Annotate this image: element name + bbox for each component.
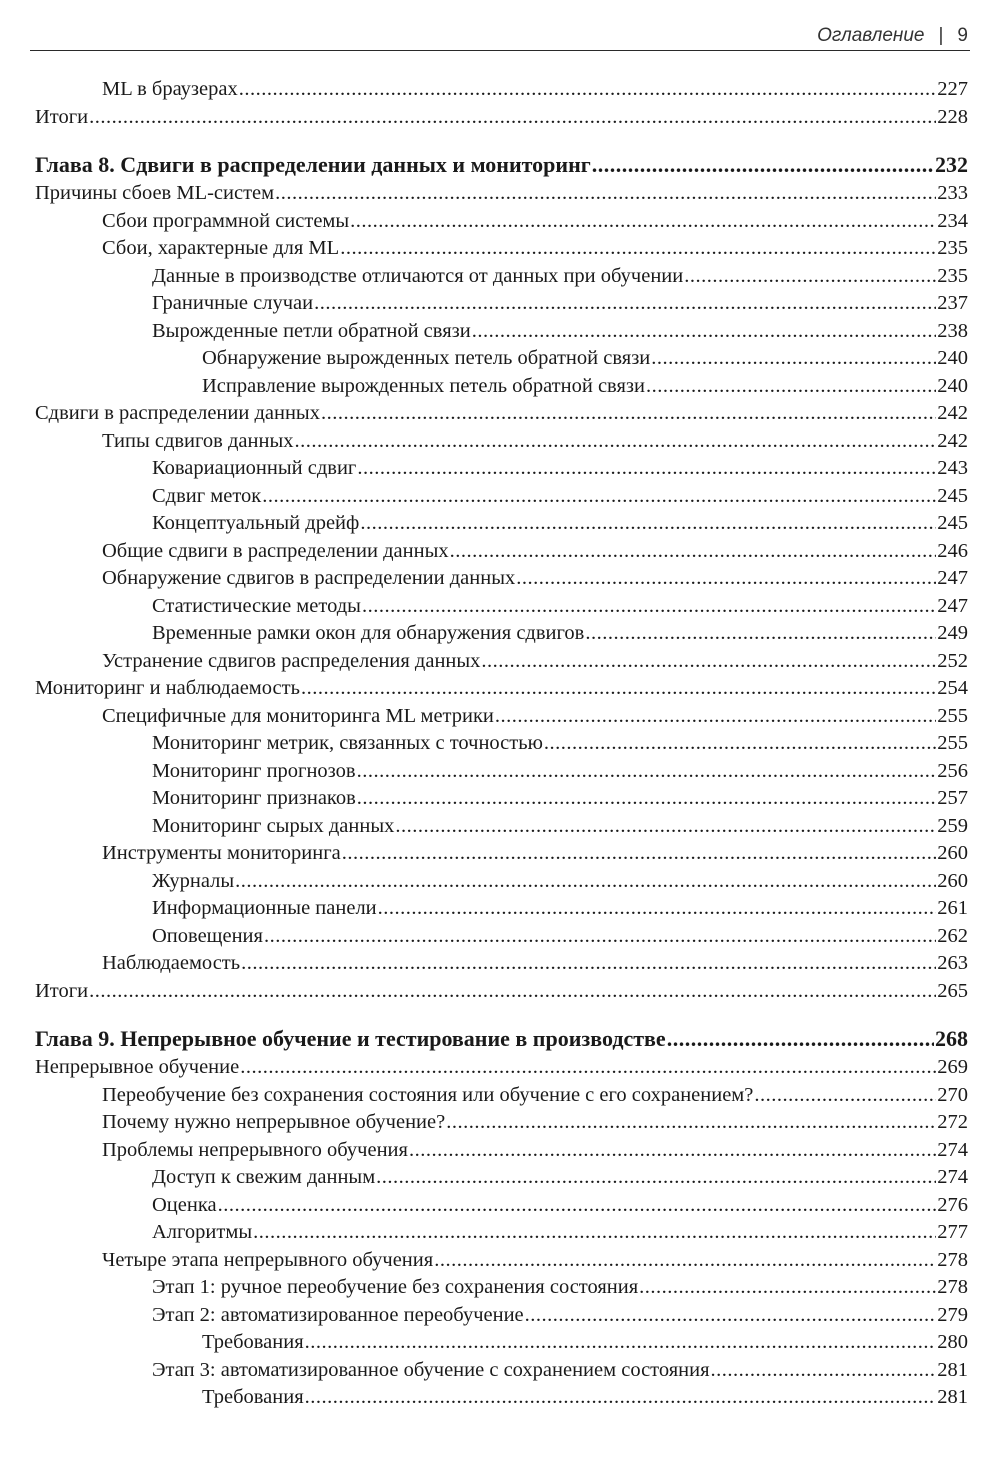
dot-leader [646, 373, 936, 401]
dot-leader [544, 730, 936, 758]
dot-leader [360, 510, 936, 538]
toc-entry-page: 269 [937, 1056, 968, 1078]
toc-entry-page: 278 [937, 1248, 968, 1271]
toc-entry-title: Устранение сдвигов распределения данных [102, 649, 481, 672]
toc-entry-title: Мониторинг сырых данных [152, 814, 395, 837]
toc-entry-page: 247 [937, 594, 968, 617]
toc-entry [35, 813, 968, 841]
toc-entry-page: 261 [937, 897, 968, 919]
toc-entry-page: 252 [937, 649, 968, 672]
toc-entry [35, 950, 968, 978]
toc-entry [35, 1219, 968, 1247]
dot-leader [592, 150, 934, 180]
toc-entry [35, 1082, 968, 1110]
toc-entry-title: Глава 8. Сдвиги в распределении данных и мониторинг [35, 152, 591, 177]
toc-entry [35, 840, 968, 868]
dot-leader [275, 180, 936, 208]
toc-entry-title: Оповещения [152, 924, 263, 947]
toc-entry-title: Почему нужно непрерывное обучение? [102, 1111, 446, 1133]
toc-entry-page: 242 [937, 402, 968, 424]
toc-entry-page: 276 [937, 1193, 968, 1216]
dot-leader [495, 703, 936, 731]
toc-entry [35, 895, 968, 923]
dot-leader [321, 400, 936, 428]
toc-entry-page: 245 [937, 512, 968, 534]
toc-entry-title: Ковариационный сдвиг [152, 457, 357, 479]
toc-chapter-entry [35, 150, 968, 180]
dot-leader [357, 758, 937, 786]
toc-entry-title: Алгоритмы [152, 1221, 253, 1243]
dot-leader [409, 1137, 936, 1165]
toc-entry [35, 1192, 968, 1220]
toc-entry-page: 228 [937, 105, 968, 128]
dot-leader [395, 813, 936, 841]
running-head-title: Оглавление [817, 25, 925, 46]
toc-entry [35, 428, 968, 456]
toc-entry [35, 318, 968, 346]
toc-entry-page: 235 [937, 237, 968, 259]
toc-entry-page: 260 [937, 869, 968, 892]
toc-entry-title: Статистические методы [152, 594, 361, 617]
toc-entry-title: Четыре этапа непрерывного обучения [102, 1248, 434, 1271]
dot-leader [240, 1054, 936, 1082]
toc-entry-title: Инструменты мониторинга [102, 842, 341, 864]
toc-entry [35, 1054, 968, 1082]
toc-entry-page: 259 [937, 814, 968, 837]
toc-entry [35, 263, 968, 291]
toc-entry-title: Исправление вырожденных петель обратной связи [202, 374, 645, 397]
toc-entry [35, 1137, 968, 1165]
dot-leader [667, 1024, 934, 1054]
toc-entry-page: 257 [937, 787, 968, 809]
toc-entry-title: Мониторинг метрик, связанных с точностью [152, 732, 543, 754]
toc-entry-title: Этап 3: автоматизированное обучение с сохранением состояния [152, 1358, 710, 1381]
dot-leader [241, 950, 936, 978]
toc-entry [35, 455, 968, 483]
toc-entry-title: Мониторинг прогнозов [152, 759, 356, 782]
dot-leader [472, 318, 937, 346]
dot-leader [585, 620, 936, 648]
toc-entry [35, 978, 968, 1006]
toc-entry-title: Специфичные для мониторинга ML метрики [102, 704, 494, 727]
toc-entry-page: 281 [937, 1358, 968, 1381]
toc-entry-title: Непрерывное обучение [35, 1056, 240, 1078]
dot-leader [357, 455, 936, 483]
toc-entry-title: Вырожденные петли обратной связи [152, 319, 471, 342]
toc-entry-title: Данные в производстве отличаются от данных при обучении [152, 264, 684, 287]
toc-entry-title: Итоги [35, 979, 89, 1002]
toc-entry-page: 265 [937, 979, 968, 1002]
toc-entry [35, 235, 968, 263]
toc-entry-page: 232 [935, 152, 968, 177]
toc-entry-title: Обнаружение сдвигов в распределении данных [102, 567, 516, 589]
toc-entry [35, 1384, 968, 1412]
toc-entry-title: Проблемы непрерывного обучения [102, 1138, 408, 1161]
dot-leader [262, 483, 936, 511]
toc-entry [35, 208, 968, 236]
toc-entry [35, 1357, 968, 1385]
toc-entry-page: 235 [937, 264, 968, 287]
toc-entry [35, 703, 968, 731]
dot-leader [378, 895, 937, 923]
toc-entry-title: Сбои программной системы [102, 209, 350, 232]
dot-leader [305, 1329, 937, 1357]
toc-entry-page: 237 [937, 292, 968, 314]
toc-entry [35, 620, 968, 648]
toc-entry-page: 234 [937, 209, 968, 232]
dot-leader [446, 1109, 936, 1137]
dot-leader [350, 208, 936, 236]
toc-entry-page: 255 [937, 704, 968, 727]
toc-entry [35, 373, 968, 401]
toc-entry-page: 280 [937, 1331, 968, 1353]
toc-entry [35, 868, 968, 896]
toc-entry-title: Сбои, характерные для ML [102, 237, 340, 259]
toc-entry-title: Информационные панели [152, 897, 377, 919]
running-head-separator: | [938, 25, 944, 46]
toc-entry-page: 238 [937, 319, 968, 342]
toc-entry-page: 255 [937, 732, 968, 754]
dot-leader [294, 428, 936, 456]
toc-entry [35, 1329, 968, 1357]
toc-entry-title: Глава 9. Непрерывное обучение и тестирование в производстве [35, 1026, 666, 1051]
dot-leader [342, 840, 937, 868]
toc-entry [35, 648, 968, 676]
toc-entry-page: 254 [937, 677, 968, 699]
toc-entry-title: Мониторинг и наблюдаемость [35, 677, 300, 699]
toc-entry-title: Оценка [152, 1193, 217, 1216]
dot-leader [305, 1384, 937, 1412]
dot-leader [684, 263, 936, 291]
dot-leader [89, 104, 936, 132]
dot-leader [516, 565, 936, 593]
toc-entry-title: Граничные случаи [152, 292, 314, 314]
toc-entry-page: 227 [937, 78, 968, 100]
toc-entry-page: 242 [937, 429, 968, 452]
toc-entry [35, 290, 968, 318]
dot-leader [357, 785, 936, 813]
dot-leader [754, 1082, 936, 1110]
toc-entry-title: Общие сдвиги в распределении данных [102, 539, 449, 562]
toc-entry-page: 246 [937, 539, 968, 562]
toc-entry [35, 345, 968, 373]
toc-entry-title: Журналы [152, 869, 235, 892]
toc-entry-page: 268 [935, 1026, 968, 1051]
toc-entry-title: Наблюдаемость [102, 952, 241, 974]
toc-entry-page: 278 [937, 1276, 968, 1298]
dot-leader [301, 675, 936, 703]
toc-entry [35, 593, 968, 621]
toc-entry-page: 247 [937, 567, 968, 589]
dot-leader [651, 345, 936, 373]
toc-entry-page: 272 [937, 1111, 968, 1133]
dot-leader [376, 1164, 936, 1192]
toc-entry-page: 274 [937, 1166, 968, 1188]
toc-entry [35, 785, 968, 813]
toc-entry [35, 923, 968, 951]
dot-leader [235, 868, 936, 896]
toc-entry-page: 243 [937, 457, 968, 479]
dot-leader [89, 978, 936, 1006]
toc-entry [35, 483, 968, 511]
toc-entry-title: Этап 1: ручное переобучение без сохранения состояния [152, 1276, 639, 1298]
dot-leader [239, 76, 937, 104]
toc-entry-title: Типы сдвигов данных [102, 429, 294, 452]
dot-leader [481, 648, 936, 676]
dot-leader [711, 1357, 937, 1385]
toc-entry-page: 249 [937, 622, 968, 644]
toc-entry-page: 233 [937, 182, 968, 204]
toc-entry-page: 262 [937, 924, 968, 947]
toc-entry-title: Концептуальный дрейф [152, 512, 360, 534]
dot-leader [314, 290, 936, 318]
dot-leader [264, 923, 936, 951]
toc-entry-title: Временные рамки окон для обнаружения сдвигов [152, 622, 585, 644]
page-number: 9 [957, 25, 968, 46]
dot-leader [340, 235, 936, 263]
dot-leader [525, 1302, 937, 1330]
toc-entry-page: 279 [937, 1303, 968, 1326]
toc-entry-title: Требования [202, 1386, 304, 1408]
toc-entry [35, 1302, 968, 1330]
toc-entry [35, 538, 968, 566]
toc-entry-page: 240 [937, 347, 968, 369]
table-of-contents [35, 76, 968, 1412]
toc-entry-title: Обнаружение вырожденных петель обратной связи [202, 347, 651, 369]
dot-leader [362, 593, 936, 621]
running-head [30, 22, 970, 51]
toc-entry [35, 510, 968, 538]
toc-entry [35, 104, 968, 132]
toc-entry-title: Итоги [35, 105, 89, 128]
toc-entry [35, 400, 968, 428]
toc-entry-title: Сдвиг меток [152, 484, 262, 507]
toc-chapter-entry [35, 1024, 968, 1054]
toc-entry [35, 565, 968, 593]
toc-entry [35, 1274, 968, 1302]
toc-entry [35, 76, 968, 104]
toc-entry [35, 758, 968, 786]
toc-entry-page: 245 [937, 484, 968, 507]
dot-leader [218, 1192, 937, 1220]
toc-entry [35, 1164, 968, 1192]
toc-entry [35, 180, 968, 208]
toc-entry-title: Причины сбоев ML-систем [35, 182, 275, 204]
toc-entry-title: Переобучение без сохранения состояния или обучение с его сохранением? [102, 1083, 754, 1106]
toc-entry [35, 675, 968, 703]
toc-entry-page: 256 [937, 759, 968, 782]
toc-entry-title: Сдвиги в распределении данных [35, 402, 320, 424]
toc-entry [35, 1109, 968, 1137]
toc-entry-page: 260 [937, 842, 968, 864]
toc-entry-title: ML в браузерах [102, 78, 238, 100]
toc-entry-title: Требования [202, 1331, 304, 1353]
toc-entry-page: 281 [937, 1386, 968, 1408]
dot-leader [639, 1274, 936, 1302]
toc-entry-title: Мониторинг признаков [152, 787, 356, 809]
toc-entry-page: 277 [937, 1221, 968, 1243]
toc-entry-title: Доступ к свежим данным [152, 1166, 376, 1188]
toc-entry-page: 263 [937, 952, 968, 974]
dot-leader [450, 538, 937, 566]
dot-leader [253, 1219, 936, 1247]
toc-entry-page: 240 [937, 374, 968, 397]
toc-entry [35, 1247, 968, 1275]
toc-entry [35, 730, 968, 758]
toc-entry-page: 270 [937, 1083, 968, 1106]
dot-leader [434, 1247, 936, 1275]
toc-entry-title: Этап 2: автоматизированное переобучение [152, 1303, 524, 1326]
toc-entry-page: 274 [937, 1138, 968, 1161]
